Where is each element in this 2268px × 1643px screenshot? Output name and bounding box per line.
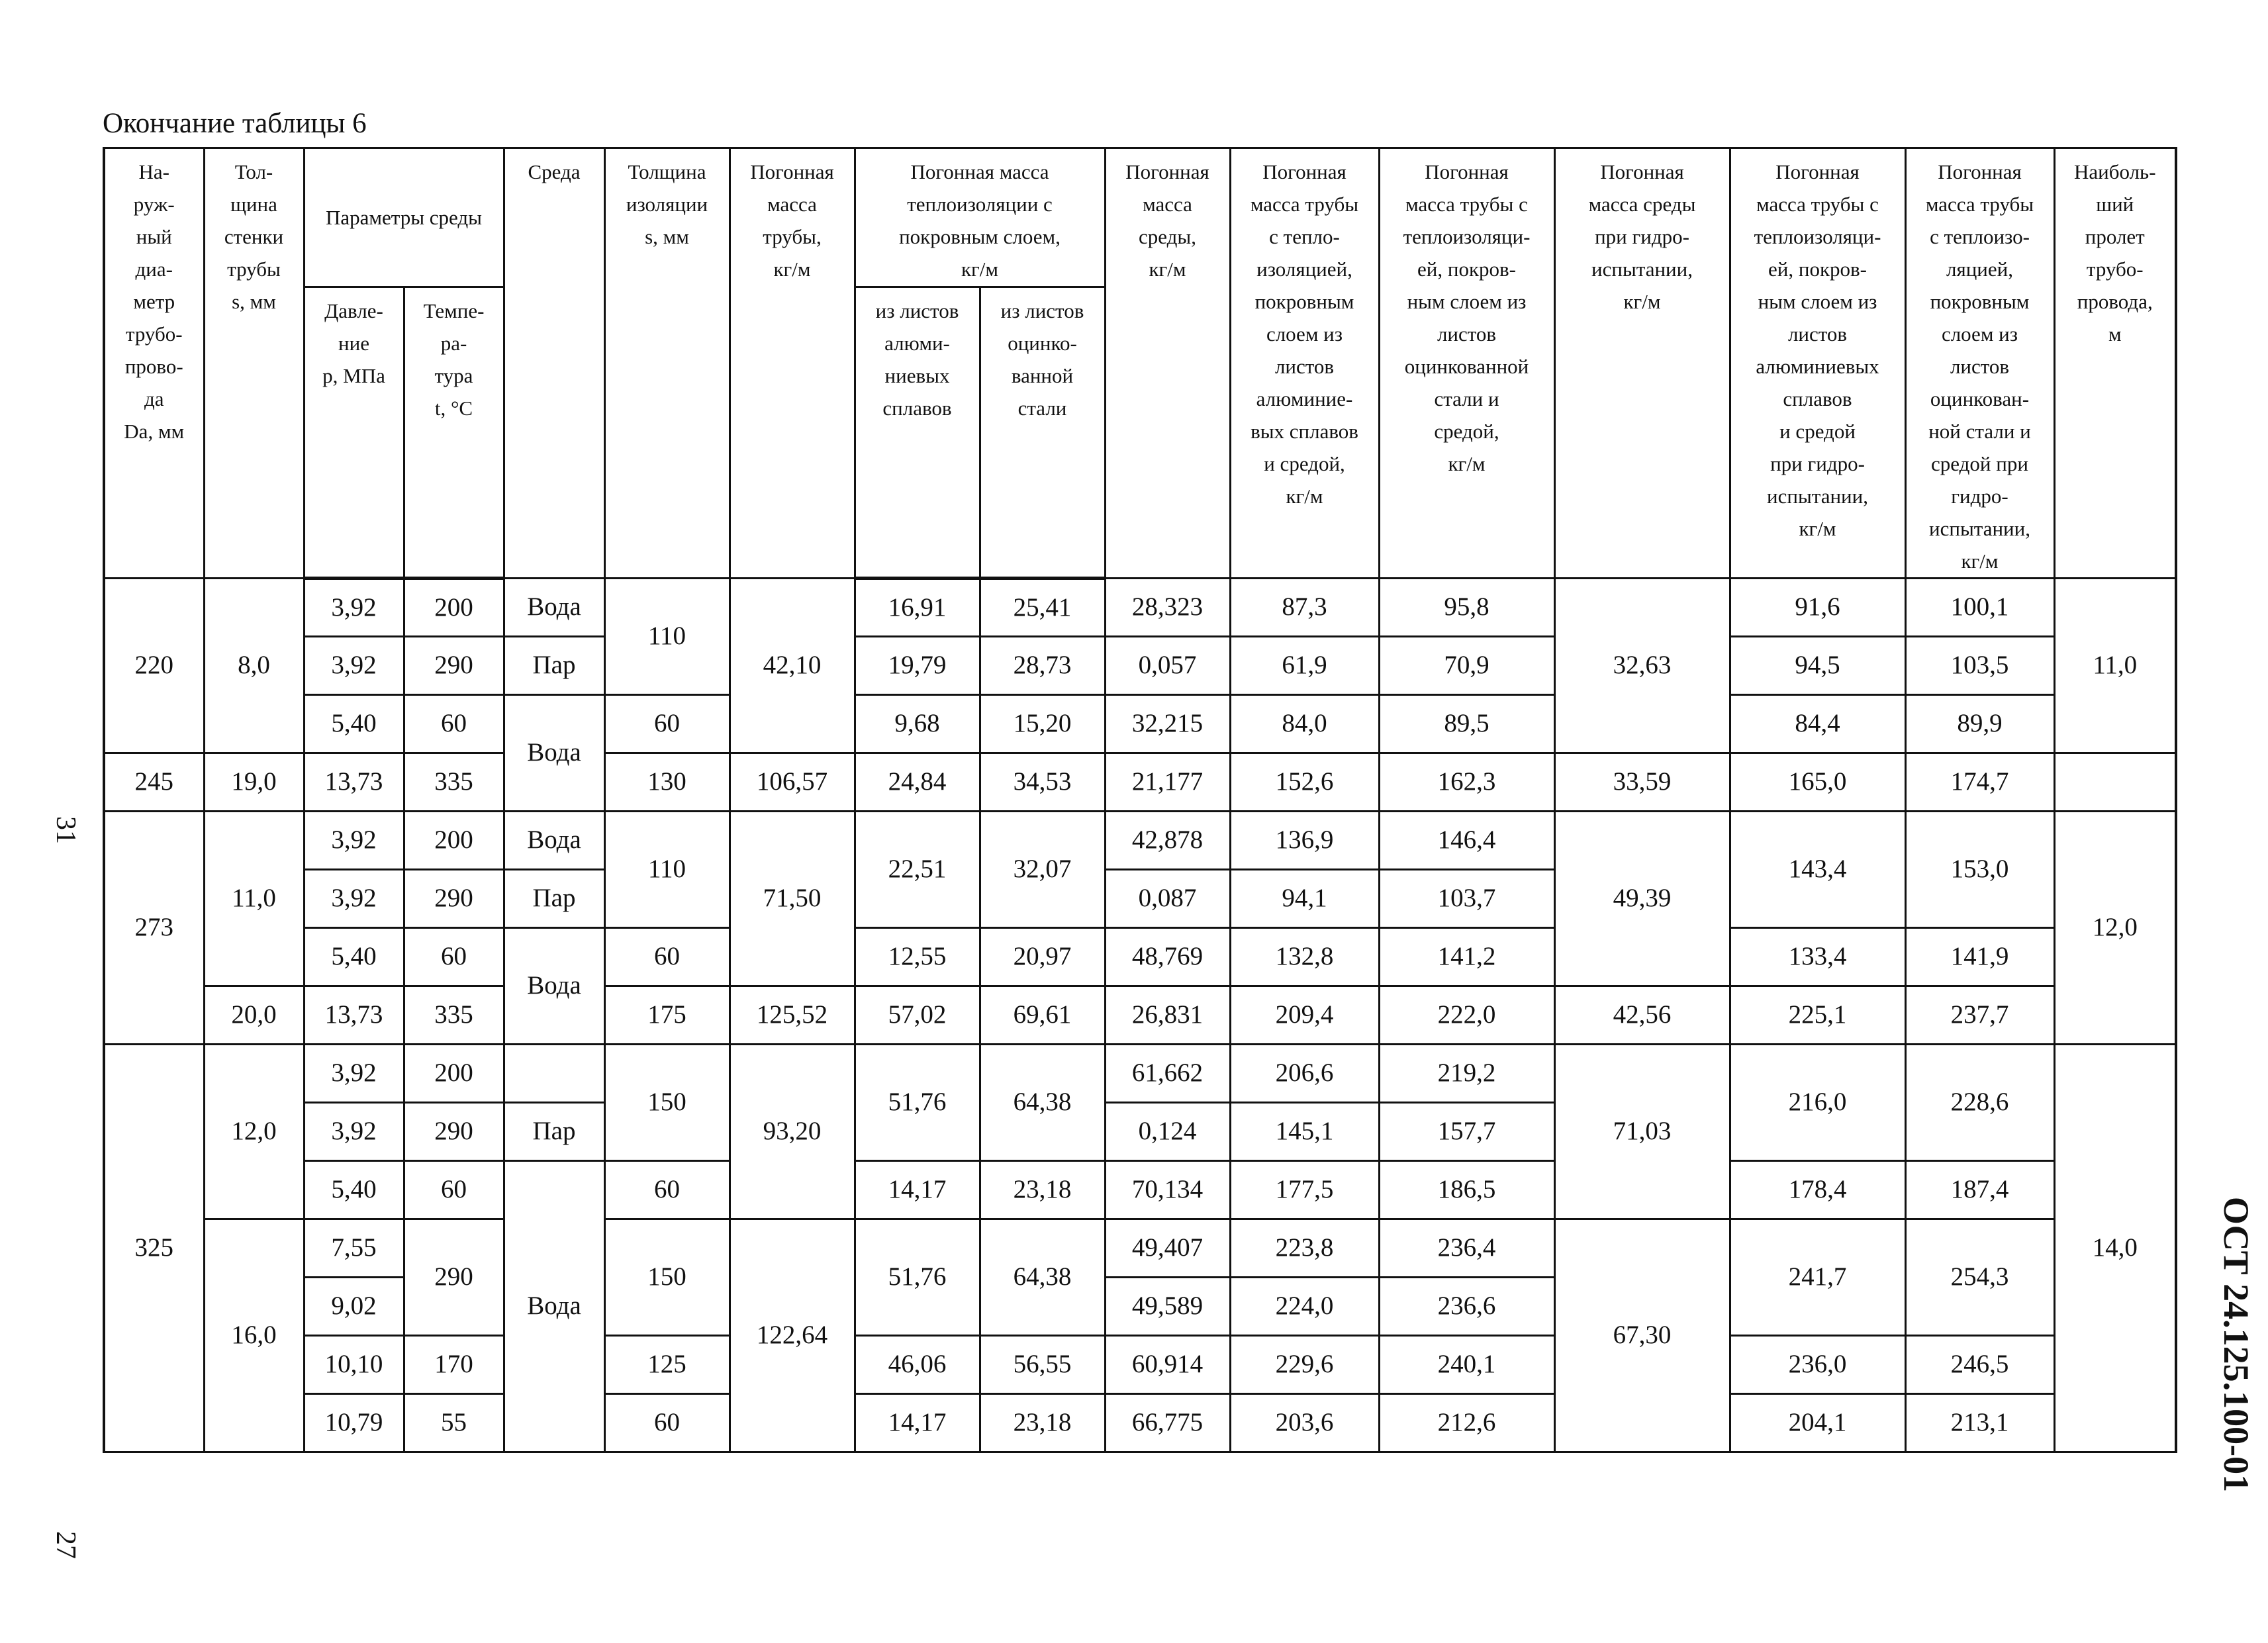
table-cell: 3,92 — [304, 637, 404, 695]
table-cell: Вода — [504, 1161, 604, 1452]
table-cell: 132,8 — [1230, 928, 1379, 986]
table-cell: 209,4 — [1230, 986, 1379, 1045]
header-temperature: Темпе- ра- тура t, °С — [404, 287, 504, 579]
table-cell: 325 — [104, 1045, 204, 1452]
table-cell: 28,323 — [1105, 579, 1230, 637]
header-ins-zinc: из листов оцинко- ванной стали — [980, 287, 1105, 579]
table-cell: 11,0 — [204, 812, 304, 986]
table-cell: 3,92 — [304, 579, 404, 637]
header-hydro-zinc: Погонная масса трубы с теплоизо- ляцией, покровным слоем из листов оцинкован- ной стали и средой при гидро- испытании, кг/м — [1905, 148, 2054, 579]
table-cell: 143,4 — [1730, 812, 1905, 928]
table-cell: 89,9 — [1905, 695, 2054, 753]
table-cell: 8,0 — [204, 579, 304, 753]
table-cell: 186,5 — [1379, 1161, 1554, 1219]
table-cell: 136,9 — [1230, 812, 1379, 870]
table-cell: 237,7 — [1905, 986, 2054, 1045]
table-cell: 14,0 — [2054, 1045, 2176, 1452]
table-cell: 49,39 — [1554, 812, 1730, 986]
table-cell: 87,3 — [1230, 579, 1379, 637]
table-cell: 3,92 — [304, 1045, 404, 1103]
table-cell: 60 — [604, 1161, 730, 1219]
table-cell: 0,057 — [1105, 637, 1230, 695]
table-cell: 60 — [404, 695, 504, 753]
table-cell: 34,53 — [980, 753, 1105, 812]
header-pipe-ins-alu: Погонная масса трубы с тепло- изоляцией, покровным слоем из листов алюминие- вых сплавов и средой, кг/м — [1230, 148, 1379, 579]
table-cell: 26,831 — [1105, 986, 1230, 1045]
table-cell: 165,0 — [1730, 753, 1905, 812]
table-cell: 212,6 — [1379, 1394, 1554, 1452]
table-cell: 10,79 — [304, 1394, 404, 1452]
table-cell: 9,02 — [304, 1278, 404, 1336]
table-cell: 224,0 — [1230, 1278, 1379, 1336]
table-cell: 3,92 — [304, 1103, 404, 1161]
table-cell: 204,1 — [1730, 1394, 1905, 1452]
table-cell: 24,84 — [855, 753, 980, 812]
table-cell: 141,9 — [1905, 928, 2054, 986]
table-cell: 61,662 — [1105, 1045, 1230, 1103]
table-cell: 228,6 — [1905, 1045, 2054, 1161]
table-cell: 22,51 — [855, 812, 980, 928]
table-cell: 106,57 — [730, 753, 855, 812]
table-cell: 110 — [604, 579, 730, 695]
table-cell: 56,55 — [980, 1336, 1105, 1394]
table-cell: 5,40 — [304, 695, 404, 753]
table-cell: 141,2 — [1379, 928, 1554, 986]
table-cell: 12,0 — [204, 1045, 304, 1219]
header-diameter: На- руж- ный диа- метр трубо- прово- да Da, мм — [104, 148, 204, 579]
table-cell: 13,73 — [304, 986, 404, 1045]
table-cell: 70,134 — [1105, 1161, 1230, 1219]
table-cell: 273 — [104, 812, 204, 1045]
table-cell: 103,5 — [1905, 637, 2054, 695]
table-cell: 103,7 — [1379, 870, 1554, 928]
table-cell: 3,92 — [304, 812, 404, 870]
table-cell: 13,73 — [304, 753, 404, 812]
table-cell: 42,10 — [730, 579, 855, 753]
table-cell: 48,769 — [1105, 928, 1230, 986]
table-cell: 89,5 — [1379, 695, 1554, 753]
table-cell: 93,20 — [730, 1045, 855, 1219]
header-span: Наиболь- ший пролет трубо- провода, м — [2054, 148, 2176, 579]
table-cell: 60 — [604, 928, 730, 986]
header-ins-mass: Погонная масса теплоизоляции с покровным слоем, кг/м — [855, 148, 1105, 287]
table-cell: 236,6 — [1379, 1278, 1554, 1336]
table-cell: 33,59 — [1554, 753, 1730, 812]
table-cell: 60 — [404, 928, 504, 986]
table-cell: 60 — [404, 1161, 504, 1219]
table-cell: 133,4 — [1730, 928, 1905, 986]
table-cell: 94,1 — [1230, 870, 1379, 928]
table-cell: 10,10 — [304, 1336, 404, 1394]
table-cell: Вода — [504, 579, 604, 637]
table-cell: 290 — [404, 1219, 504, 1336]
header-pipe-ins-zinc: Погонная масса трубы с теплоизоляци- ей, покров- ным слоем из листов оцинкованной стали и средой, кг/м — [1379, 148, 1554, 579]
table-cell: 213,1 — [1905, 1394, 2054, 1452]
table-cell: 71,50 — [730, 812, 855, 986]
table-cell: 32,07 — [980, 812, 1105, 928]
table-cell: 245 — [104, 753, 204, 812]
table-cell: 110 — [604, 812, 730, 928]
table-cell: 0,087 — [1105, 870, 1230, 928]
pipe-mass-table — [103, 147, 2177, 1453]
table-cell: 42,56 — [1554, 986, 1730, 1045]
table-cell: 157,7 — [1379, 1103, 1554, 1161]
header-pipe-mass: Погонная масса трубы, кг/м — [730, 148, 855, 579]
table-cell: 162,3 — [1379, 753, 1554, 812]
table-cell: 229,6 — [1230, 1336, 1379, 1394]
table-cell: 0,124 — [1105, 1103, 1230, 1161]
table-cell: 125 — [604, 1336, 730, 1394]
table-cell: 84,4 — [1730, 695, 1905, 753]
header-wall: Тол- щина стенки трубы s, мм — [204, 148, 304, 579]
table-cell: 94,5 — [1730, 637, 1905, 695]
header-params: Параметры среды — [304, 148, 504, 287]
table-cell: 290 — [404, 1103, 504, 1161]
table-cell: 20,0 — [204, 986, 304, 1045]
table-cell: 19,0 — [204, 753, 304, 812]
table-cell: 225,1 — [1730, 986, 1905, 1045]
table-cell: 64,38 — [980, 1219, 1105, 1336]
table-cell: 220 — [104, 579, 204, 753]
table-cell: 236,4 — [1379, 1219, 1554, 1278]
table-cell: 32,215 — [1105, 695, 1230, 753]
table-cell: 25,41 — [980, 579, 1105, 637]
header-pressure: Давле- ние p, МПа — [304, 287, 404, 579]
table-cell: Пар — [504, 637, 604, 695]
table-cell: 150 — [604, 1045, 730, 1161]
table-cell: 60 — [604, 695, 730, 753]
table-cell: 254,3 — [1905, 1219, 2054, 1336]
table-cell: 9,68 — [855, 695, 980, 753]
table-cell: 14,17 — [855, 1161, 980, 1219]
table-cell: 5,40 — [304, 928, 404, 986]
table-cell: 240,1 — [1379, 1336, 1554, 1394]
table-cell: 42,878 — [1105, 812, 1230, 870]
table-cell: 21,177 — [1105, 753, 1230, 812]
table-cell: 12,0 — [2054, 812, 2176, 1045]
table-cell: 222,0 — [1379, 986, 1554, 1045]
table-cell: 49,589 — [1105, 1278, 1230, 1336]
table-cell: 175 — [604, 986, 730, 1045]
table-cell: 64,38 — [980, 1045, 1105, 1161]
table-title: Окончание таблицы 6 — [103, 108, 367, 139]
table-cell: 60,914 — [1105, 1336, 1230, 1394]
table-cell: 16,0 — [204, 1219, 304, 1452]
table-cell: 200 — [404, 812, 504, 870]
table-cell: 146,4 — [1379, 812, 1554, 870]
table-cell: 130 — [604, 753, 730, 812]
header-medium: Среда — [504, 148, 604, 579]
table-cell: 66,775 — [1105, 1394, 1230, 1452]
table-cell: Пар — [504, 870, 604, 928]
table-cell: 290 — [404, 870, 504, 928]
table-cell: 7,55 — [304, 1219, 404, 1278]
table-cell: 51,76 — [855, 1045, 980, 1161]
table-cell: Пар — [504, 1103, 604, 1161]
table-cell: 187,4 — [1905, 1161, 2054, 1219]
table-cell: 216,0 — [1730, 1045, 1905, 1161]
header-insulation: Толщина изоляции s, мм — [604, 148, 730, 579]
table-cell: 14,17 — [855, 1394, 980, 1452]
page-number-upper: 31 — [50, 816, 81, 844]
table-cell: Вода — [504, 695, 604, 812]
table-cell: 335 — [404, 753, 504, 812]
table-cell: 178,4 — [1730, 1161, 1905, 1219]
table-cell: 20,97 — [980, 928, 1105, 986]
table-cell: 15,20 — [980, 695, 1105, 753]
table-cell: 219,2 — [1379, 1045, 1554, 1103]
table-cell: 246,5 — [1905, 1336, 2054, 1394]
table-cell: 95,8 — [1379, 579, 1554, 637]
table-cell: 32,63 — [1554, 579, 1730, 753]
table-cell: 11,0 — [2054, 579, 2176, 753]
table-cell: 84,0 — [1230, 695, 1379, 753]
table-cell: 335 — [404, 986, 504, 1045]
table-cell: 200 — [404, 1045, 504, 1103]
table-cell: 5,40 — [304, 1161, 404, 1219]
table-cell: 60 — [604, 1394, 730, 1452]
table-cell: 100,1 — [1905, 579, 2054, 637]
table-cell — [504, 1045, 604, 1103]
table-cell: 55 — [404, 1394, 504, 1452]
header-hydro-alu: Погонная масса трубы с теплоизоляци- ей, покров- ным слоем из листов алюминиевых сплавов и средой при гидро- испытании, кг/м — [1730, 148, 1905, 579]
table-cell: 3,92 — [304, 870, 404, 928]
table-cell: 170 — [404, 1336, 504, 1394]
table-cell: 290 — [404, 637, 504, 695]
table-cell: 67,30 — [1554, 1219, 1730, 1452]
standard-code: ОСТ 24.125.100-01 — [2216, 1196, 2257, 1493]
table-cell — [2054, 753, 2176, 812]
table-cell: 145,1 — [1230, 1103, 1379, 1161]
table-cell: 91,6 — [1730, 579, 1905, 637]
table-cell: 206,6 — [1230, 1045, 1379, 1103]
page-number-lower: 27 — [50, 1531, 81, 1559]
table-cell: 61,9 — [1230, 637, 1379, 695]
table-cell: 223,8 — [1230, 1219, 1379, 1278]
table-cell: 174,7 — [1905, 753, 2054, 812]
table-cell: 12,55 — [855, 928, 980, 986]
table-cell: 51,76 — [855, 1219, 980, 1336]
table-cell: 125,52 — [730, 986, 855, 1045]
table-cell: 23,18 — [980, 1161, 1105, 1219]
table-cell: 200 — [404, 579, 504, 637]
table-cell: 236,0 — [1730, 1336, 1905, 1394]
table-cell: 49,407 — [1105, 1219, 1230, 1278]
header-ins-alu: из листов алюми- ниевых сплавов — [855, 287, 980, 579]
table-cell: 46,06 — [855, 1336, 980, 1394]
header-hydro-medium: Погонная масса среды при гидро- испытании, кг/м — [1554, 148, 1730, 579]
table-cell: 16,91 — [855, 579, 980, 637]
table-cell: 71,03 — [1554, 1045, 1730, 1219]
table-cell: 203,6 — [1230, 1394, 1379, 1452]
table-cell: 28,73 — [980, 637, 1105, 695]
table-cell: 152,6 — [1230, 753, 1379, 812]
table-cell: Вода — [504, 928, 604, 1045]
table-cell: 57,02 — [855, 986, 980, 1045]
table-cell: 23,18 — [980, 1394, 1105, 1452]
table-cell: 122,64 — [730, 1219, 855, 1452]
table-cell: 241,7 — [1730, 1219, 1905, 1336]
table-cell: 70,9 — [1379, 637, 1554, 695]
header-medium-mass: Погонная масса среды, кг/м — [1105, 148, 1230, 579]
table-cell: 150 — [604, 1219, 730, 1336]
table-cell: Вода — [504, 812, 604, 870]
table-cell: 177,5 — [1230, 1161, 1379, 1219]
table-cell: 19,79 — [855, 637, 980, 695]
table-cell: 153,0 — [1905, 812, 2054, 928]
table-cell: 69,61 — [980, 986, 1105, 1045]
